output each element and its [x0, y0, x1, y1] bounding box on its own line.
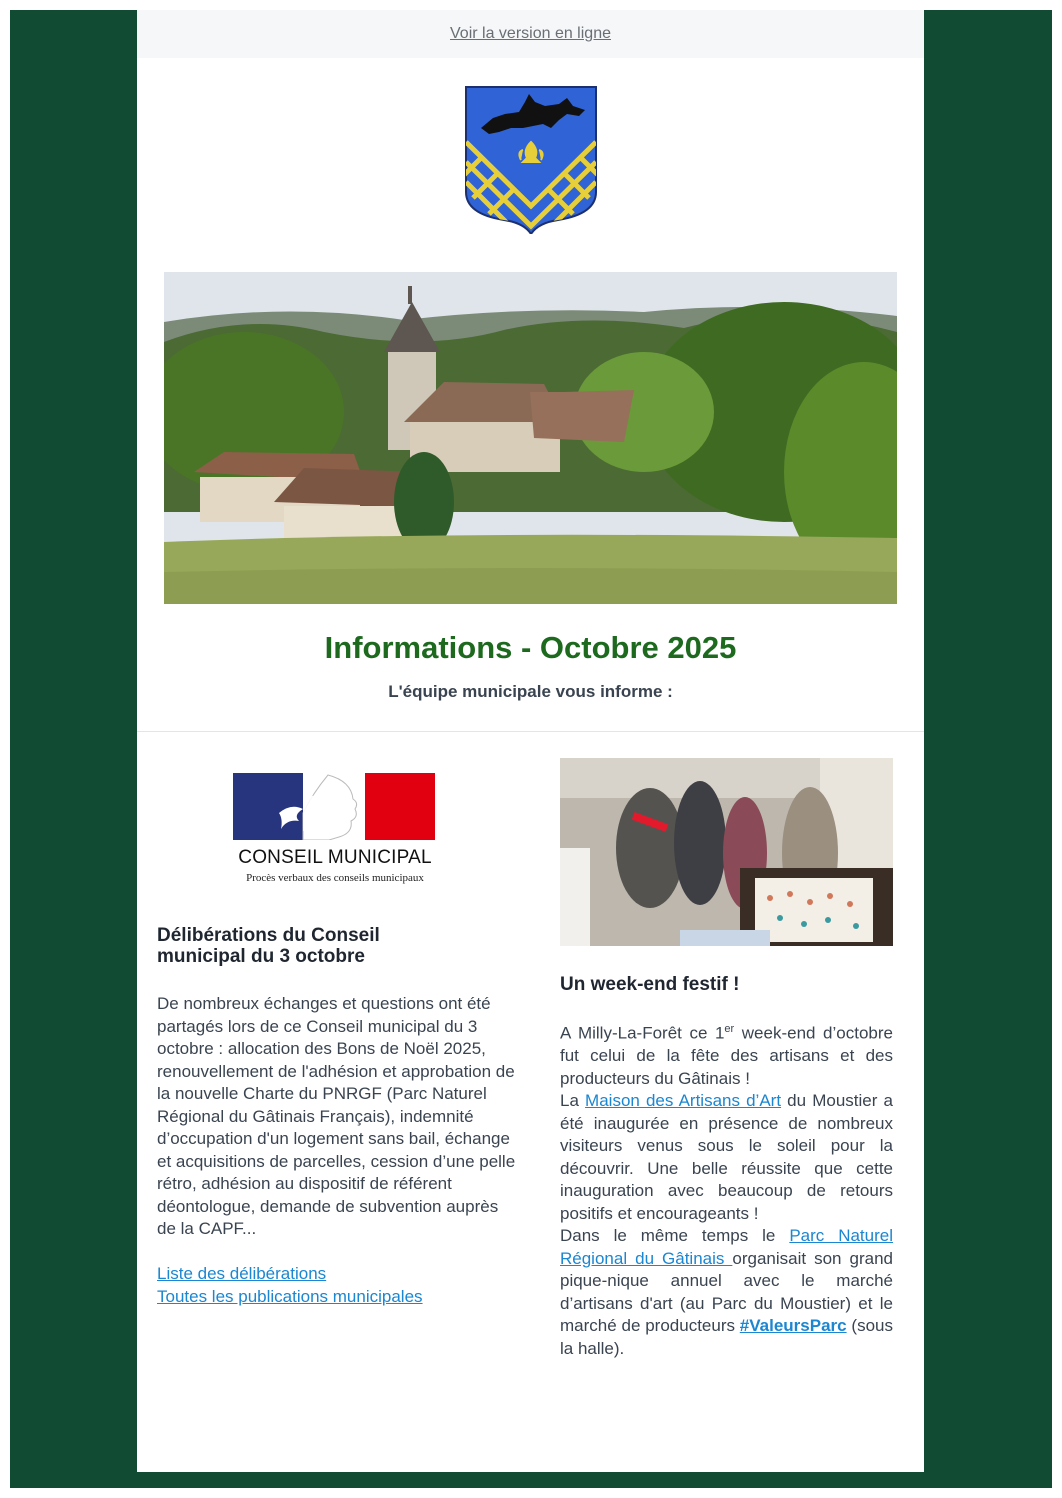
council-body: De nombreux échanges et questions ont été partagés lors de ce Conseil municipal du 3 octobre : allocation des Bons de Noël 2025, renouvellement de l'adhésion et approbation de la nouvelle Charte du PNRGF (Parc Naturel Régional du Gâtinais Français), indemnité d’occupation d'un logement sans bail, échange et acquisitions de parcelles, cession d’une pelle rétro, adhésion au dispositif de référent déontologue, demande de subvention auprès de la CAPF...: [157, 994, 516, 1238]
newsletter-title: Informations - Octobre 2025: [324, 630, 737, 665]
marianne-icon: [233, 773, 435, 840]
council-heading: Délibérations du Conseil municipal du 3 octobre: [157, 925, 380, 967]
conseil-municipal-sublabel: Procès verbaux des conseils municipaux: [246, 872, 424, 884]
festive-p2-text: La: [560, 1091, 586, 1111]
festive-p3-text: Dans le même temps le: [560, 1226, 790, 1246]
festive-body: [560, 1018, 893, 1360]
festive-paragraph-1: [560, 1018, 893, 1090]
inauguration-photo: [560, 758, 893, 946]
festive-paragraph-3: [560, 1225, 893, 1360]
section-divider: [137, 731, 924, 732]
parc-naturel-link[interactable]: Parc Naturel Régional du Gâtinais: [560, 1226, 893, 1268]
conseil-municipal-logo: [233, 770, 437, 890]
village-photo: [164, 272, 897, 604]
festive-p2-text-2: du Moustier a été inaugurée en présence de nombreux visiteurs venus sous le soleil pour la découvrir. Une belle réussite que cette inauguration avec beaucoup de retours positifs et encourageants !: [560, 1091, 893, 1223]
conseil-municipal-label: CONSEIL MUNICIPAL: [238, 847, 432, 868]
coat-of-arms-icon: [463, 84, 599, 234]
deliberations-list-link[interactable]: Liste des délibérations: [157, 1264, 327, 1283]
maison-artisans-link[interactable]: Maison des Artisans d’Art: [585, 1091, 782, 1111]
valeurs-parc-hashtag-link[interactable]: #ValeursParc: [739, 1316, 847, 1336]
newsletter-sheet: [137, 10, 924, 1472]
festive-p3-text-3: (sous la halle).: [560, 1316, 893, 1358]
newsletter-subtitle: L'équipe municipale vous informe :: [388, 682, 673, 701]
festive-p1-text-2: week-end d’octobre fut celui de la fête des artisans et des producteurs du Gâtinais !: [560, 1023, 893, 1088]
council-links: [157, 1262, 517, 1308]
festive-heading: Un week-end festif !: [560, 974, 740, 995]
festive-p1-text: A Milly-La-Forêt ce 1: [560, 1023, 725, 1043]
festive-p1-sup: er: [724, 1023, 735, 1035]
all-publications-link[interactable]: Toutes les publications municipales: [157, 1287, 423, 1306]
view-online-link[interactable]: Voir la version en ligne: [450, 25, 611, 42]
festive-p3-text-2: organisait son grand pique-nique annuel avec le marché d’artisans d'art (au Parc du Moustier) et le marché de producteurs: [560, 1248, 893, 1336]
festive-paragraph-2: [560, 1090, 893, 1225]
top-bar: [137, 10, 924, 58]
